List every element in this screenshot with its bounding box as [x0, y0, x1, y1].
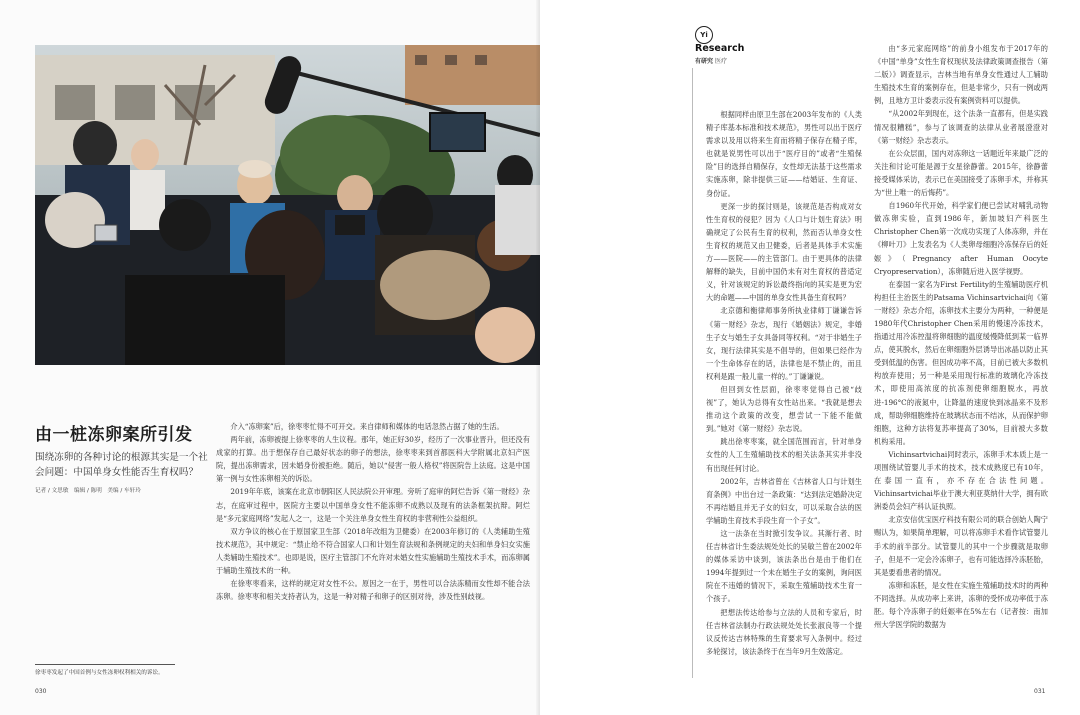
photo-illustration — [35, 45, 540, 365]
body-column-1 — [216, 420, 530, 603]
paragraph: 冻卵和冻胚，是女性在实施生殖辅助技术时的两种不同选择。从成功率上来讲，冻卵的受怀成功率低于冻胚。每个冷冻卵子的妊娠率在5%左右（记者按：南加州大学医学院的数据为 — [874, 580, 1048, 630]
caption-rule — [35, 664, 175, 665]
magazine-logo-icon: Yi — [695, 26, 713, 44]
column-rule — [692, 68, 693, 678]
paragraph: 在泰国一家名为First Fertility的生殖辅助医疗机构担任主治医生的Patsama Vichinsartvichai向《第一财经》杂志介绍，冻卵技术主要分为两种，一种便是1980年代Christopher Chen采用的慢速冷冻技术，指通过用冷冻控温将卵细胞的温度缓慢降低到某一临界点，使其脱水，然后在卵细胞外层诱导出冰晶以防止其受到低温的伤害。但因成功率不高，目前已被大多数机构放弃使用；另一种是采用现行标准的玻璃化冷冻技术，即使用高浓度的抗冻剂使卵细胞脱水，再放进-196°C的液氮中，让降温的速度快到冰晶来不及形成，帮助卵细胞维持在玻璃状态而不结冰，从而保护卵细胞，这种方法将复苏率提高了30%，目前被大多数机构采用。 — [874, 279, 1048, 446]
section-subtitle — [695, 56, 727, 65]
press-scrum-photo — [35, 45, 540, 365]
article-deck: 围绕冻卵的各种讨论的根源其实是一个社会问题：中国单身女性能否生育权吗？ — [35, 452, 208, 478]
paragraph: 更深一步的探讨则是，该规范是否构成对女性生育权的侵犯？因为《人口与计划生育法》明确规定了公民有生育的权利，然而否认单身女性生育权的规范又由卫健委，后者是具体手术实施方——医院——的主管部门。由于更具体的法律解释的缺失，目前中国仍未有对生育权的普适定义，针对该规定的诉讼最终指向的其实是更为宏大的命题——中国的单身女性具备生育权吗？ — [706, 201, 862, 303]
paragraph: 由“多元家庭网络”的前身小组发布于2017年的《中国“单身”女性生育权现状及法律政策调查报告（第二版）》调查显示，吉林当地有单身女性通过人工辅助生殖技术生育的案例存在，但是非常少，只有一例或两例，且地方卫计委表示没有案例资料可以提供。 — [874, 44, 1048, 106]
article-headline: 由一桩冻卵案所引发 — [35, 425, 193, 445]
page-number-left: 030 — [35, 688, 47, 695]
paragraph: 跳出徐枣枣案，就全国范围而言，针对单身女性的人工生殖辅助技术的相关法条其实并非没有出现任何讨论。 — [706, 437, 862, 473]
paragraph: “从2002年到现在，这个法条一直都有，但是实践情况很糟糕”，参与了该调查的法律从业者展澄澄对《第一财经》杂志表示。 — [874, 109, 1048, 145]
paragraph: 自1960年代开始，科学家们便已尝试对哺乳动物做冻卵实验，直到1986年，新加坡妇产科医生Christopher Chen第一次成功实现了人体冻卵，并在《柳叶刀》上发表名为《人类卵母细胞冷冻保存后的妊娠》（Pregnancy after Human Oocyte Cryopreservation），冻卵随后进入医学视野。 — [874, 201, 1048, 276]
paragraph: 根据同样由原卫生部在2003年发布的《人类精子库基本标准和技术规范》，男性可以出于医疗需求以及用以将来生育而将精子保存在精子库，也就是说男性可以出于“医疗目的”或者“生殖保险”目的选择自精保存，女性却无法基于这些需求实施冻卵，除非提供三证——结婚证、生育证、身份证。 — [706, 110, 862, 198]
paragraph: 在徐枣枣看来，这样的规定对女性不公。原因之一在于，男性可以合法冻精而女性却不能合法冻卵。徐枣枣和相关支持者认为，这是一种对精子和卵子的区别对待，涉及性别歧视。 — [216, 579, 530, 602]
body-column-3 — [874, 42, 1048, 631]
paragraph: 双方争议的核心在于原国家卫生部（2018年改组为卫健委）在2003年修订的《人类辅助生殖技术规范》，其中规定：“禁止给不符合国家人口和计划生育法规和条例规定的夫妇和单身妇女实施人类辅助生殖技术”。也即是说，医疗主管部门不允许对未婚女性实施辅助生殖技术手术，而冻卵属于辅助生殖技术的一种。 — [216, 526, 530, 576]
paragraph: 北京安信优宝医疗科技有限公司的联合创始人陶宁赐认为，如果简单理解，可以将冻卵手术看作试管婴儿手术的前半部分。试管婴儿的其中一个步骤就是取卵子，但是不一定会冷冻卵子，也有可能选择冷冻胚胎，其是要看患者的情况。 — [874, 515, 1048, 577]
section-subtitle-bold: 有研究 — [695, 58, 714, 65]
page-number-right: 031 — [1034, 688, 1046, 695]
paragraph: 介入“冻卵案”后，徐枣枣忙得不可开交。来自律师和媒体的电话忽然占据了她的生活。 — [230, 422, 504, 431]
paragraph: 在公众层面，国内对冻卵这一话题近年来最广泛的关注和讨论可能是源于女星徐静蕾。2015年，徐静蕾接受媒体采访，表示已在美国接受了冻卵手术，并称其为“世上唯一的后悔药”。 — [874, 148, 1048, 198]
paragraph: 把想法传达给参与立法的人员和专家后，时任吉林省法制办行政法规处处长张淑良等一个提议反传达吉林特殊的生育要求写入条例中。经过多轮探讨，该法条终于在当年9月生效落定。 — [706, 607, 862, 656]
paragraph: 北京德和衡律师事务所执业律师丁谦谦告诉《第一财经》杂志，现行《婚姻法》规定，非婚生子女与婚生子女具备同等权利。“对于非婚生子女，现行法律其实是不倡导的，但如果已经作为一个生命体存在的话，法律也是不禁止的，而且权利是跟一般儿童一样的。”丁谦谦说。 — [706, 306, 862, 381]
paragraph: Vichinsartvichai同时表示，冻卵手术本质上是一项围绕试管婴儿手术的技术，技术成熟度已有10年，在泰国一直有，亦不存在合法性问题。Vichinsartvichai毕业于澳大利亚莫纳什大学，拥有欧洲委员会妇产科认证执照。 — [874, 449, 1048, 512]
body-column-2 — [706, 108, 862, 658]
photo-caption: 徐枣枣发起了中国首例与女性冻卵权利相关的诉讼。 — [35, 670, 164, 676]
section-subtitle-topic: 医疗 — [714, 58, 727, 65]
paragraph: 这一法条在当时掀引发争议。其渐行者、时任吉林省计生委法规处处长的吴敏兰曾在2002年的媒体采访中谈到，该法条出台是由于他们在1994年提到过一个未在婚生子女的案例，询问医院在不违婚的情况下，采取生殖辅助技术生育一个孩子。 — [706, 529, 862, 604]
paragraph: 但回到女性层面，徐枣枣觉得自己被“歧视”了，她认为总得有女性站出来。“我就是想去推动这个政策的改变，想尝试一下能不能做到。”她对《第一财经》杂志说。 — [706, 384, 862, 434]
paragraph: 2019年年底，该案在北京市朝阳区人民法院公开审理。旁听了庭审的阿烂告诉《第一财经》杂志，在庭审过程中，医院方主要以中国单身女性不能冻卵不成熟以及现有的法条框架抗辩。阿烂是“多元家庭网络”发起人之一，这是一个关注单身女性生育权的非营利性公益组织。 — [216, 487, 530, 523]
section-title: Research — [695, 43, 745, 54]
paragraph: 两年前，冻卵被提上徐枣枣的人生议程。那年，她正好30岁，经历了一次事业晋升，但还没有成家的打算。出于想保存自己最好状态的卵子的想法，徐枣枣来到首都医科大学附属北京妇产医院，提出冻卵需求，因未婚身份被拒绝。随后，她以“侵害一般人格权”将医院告上法庭。这是中国第一例与女性冻卵相关的诉讼。 — [216, 435, 530, 484]
byline: 记者 / 文思敏 编辑 / 陈明 美编 / 车轩玲 — [35, 488, 141, 494]
paragraph: 2002年，吉林省曾在《吉林省人口与计划生育条例》中出台过一条政策：“达到法定婚龄决定不再结婚且并无子女的妇女，可以采取合法的医学辅助生育技术手段生育一个子女”。 — [706, 476, 862, 525]
